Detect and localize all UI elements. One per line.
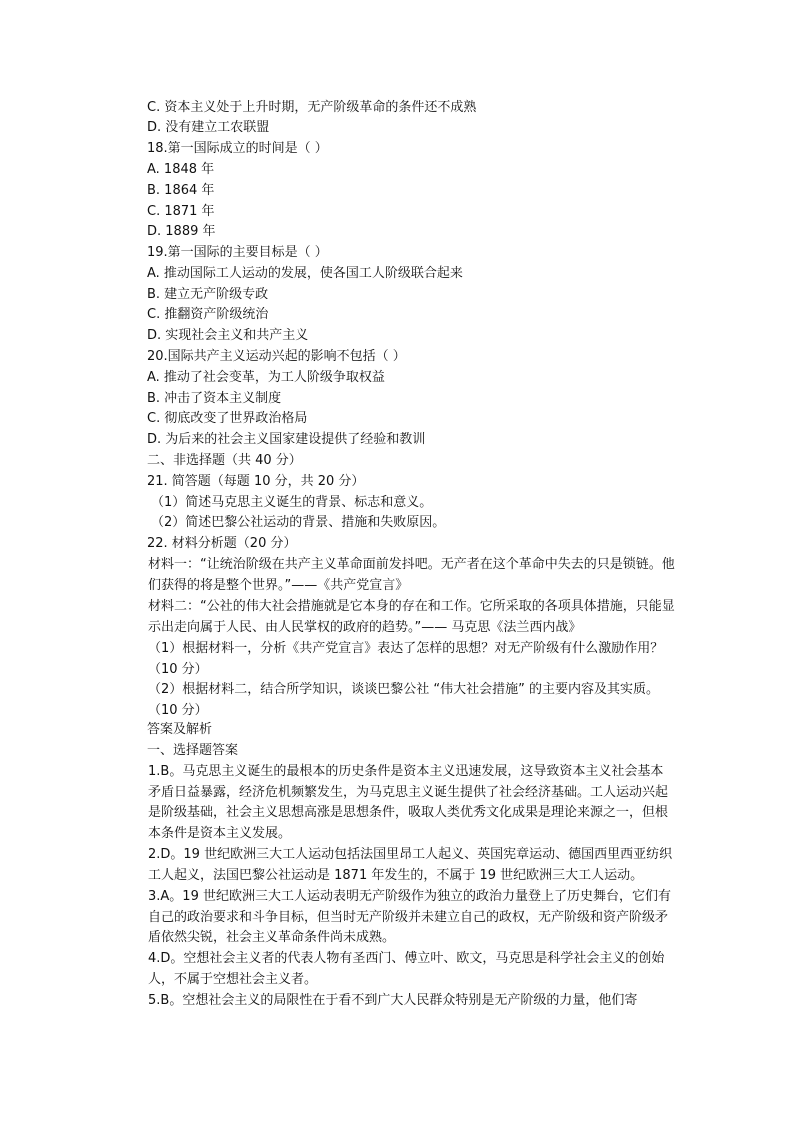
material-one [120, 555, 675, 596]
question-21-part2: （2）简述巴黎公社运动的背景、措施和失败原因。 [151, 515, 446, 530]
material-two-text: 材料二：“公社的伟大社会措施就是它本身的存在和工作。它所采取的各项具体措施，只能显示出走向属于人民、由人民掌权的政府的趋势。”—— 马克思《法兰西内战》 [148, 599, 675, 635]
question-21-part1: （1）简述马克思主义诞生的背景、标志和意义。 [151, 495, 433, 510]
answer-5 [120, 991, 675, 1012]
answer-4 [120, 949, 675, 990]
option-19d: D. 实现社会主义和共产主义 [147, 328, 309, 343]
answer-2-text: 2.D。19 世纪欧洲三大工人运动包括法国里昂工人起义、英国宪章运动、德国西里西亚纺织工人起义，法国巴黎公社运动是 1871 年发生的，不属于 19 世纪欧洲三大工人运动。 [148, 847, 673, 883]
option-18d: D. 1889 年 [147, 224, 216, 239]
option-18b: B. 1864 年 [147, 183, 215, 198]
question-22-part1-text: （1）根据材料一，分析《共产党宣言》表达了怎样的思想？对无产阶级有什么激励作用？（10 分） [148, 641, 664, 677]
answer-3-text: 3.A。19 世纪欧洲三大工人运动表明无产阶级作为独立的政治力量登上了历史舞台，它们有自己的政治要求和斗争目标，但当时无产阶级并未建立自己的政权，无产阶级和资产阶级矛盾依然尖锐，社会主义革命条件尚未成熟。 [148, 889, 671, 945]
question-20: 20.国际共产主义运动兴起的影响不包括（ ） [147, 349, 406, 364]
answer-3 [120, 887, 675, 949]
option-19b: B. 建立无产阶级专政 [147, 287, 269, 302]
option-20c: C. 彻底改变了世界政治格局 [147, 411, 308, 426]
option-17d: D. 没有建立工农联盟 [147, 120, 270, 135]
question-22-part2-text: （2）根据材料二，结合所学知识，谈谈巴黎公社 “伟大社会措施” 的主要内容及其实质。（10 分） [148, 682, 660, 718]
material-one-text: 材料一：“让统治阶级在共产主义革命面前发抖吧。无产者在这个革命中失去的只是锁链。他们获得的将是整个世界。”——《共产党宣言》 [148, 557, 675, 593]
answer-1 [120, 762, 675, 844]
question-22-part1 [120, 639, 675, 680]
option-20d: D. 为后来的社会主义国家建设提供了经验和教训 [147, 432, 426, 447]
section-heading-non-choice: 二、非选择题（共 40 分） [147, 453, 302, 468]
material-two [120, 597, 675, 638]
question-19: 19.第一国际的主要目标是（ ） [147, 245, 328, 260]
question-22-part2 [120, 680, 675, 721]
answer-4-text: 4.D。空想社会主义者的代表人物有圣西门、傅立叶、欧文，马克思是科学社会主义的创始人，不属于空想社会主义者。 [148, 951, 665, 987]
option-20a: A. 推动了社会变革，为工人阶级争取权益 [147, 370, 385, 385]
option-18a: A. 1848 年 [147, 162, 215, 177]
answers-subheading: 一、选择题答案 [147, 743, 239, 758]
option-17c: C. 资本主义处于上升时期，无产阶级革命的条件还不成熟 [147, 100, 477, 115]
question-18: 18.第一国际成立的时间是（ ） [147, 141, 328, 156]
option-20b: B. 冲击了资本主义制度 [147, 391, 282, 406]
answer-5-text: 5.B。空想社会主义的局限性在于看不到广大人民群众特别是无产阶级的力量，他们寄 [148, 993, 638, 1008]
answer-1-text: 1.B。马克思主义诞生的最根本的历史条件是资本主义迅速发展，这导致资本主义社会基本矛盾日益暴露，经济危机频繁发生，为马克思主义诞生提供了社会经济基础。工人运动兴起是阶级基础，社会主义思想高涨是思想条件，吸取人类优秀文化成果是理论来源之一，但根本条件是资本主义发展。 [148, 764, 669, 841]
answers-heading: 答案及解析 [147, 722, 213, 737]
question-22: 22. 材料分析题（20 分） [147, 536, 297, 551]
option-19a: A. 推动国际工人运动的发展，使各国工人阶级联合起来 [147, 266, 463, 281]
option-18c: C. 1871 年 [147, 204, 215, 219]
option-19c: C. 推翻资产阶级统治 [147, 307, 269, 322]
answer-2 [120, 845, 675, 886]
question-21: 21. 简答题（每题 10 分，共 20 分） [147, 474, 365, 489]
